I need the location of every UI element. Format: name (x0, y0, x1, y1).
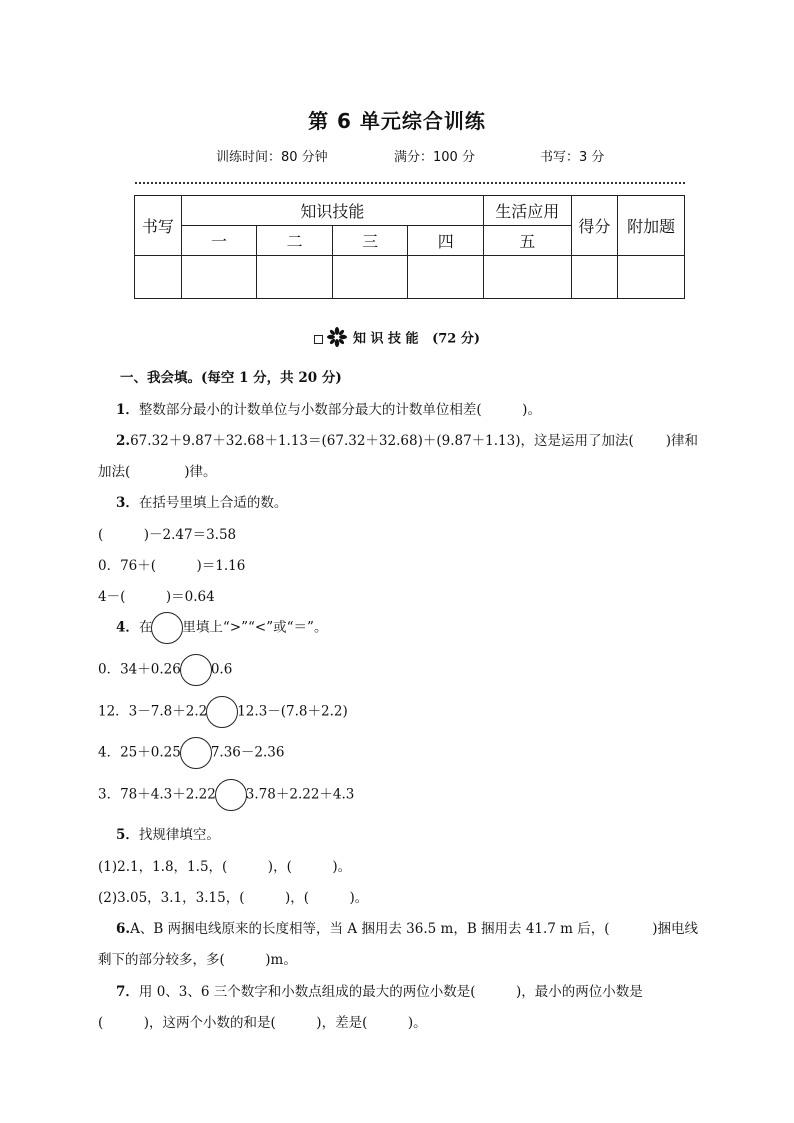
flower-icon (327, 327, 347, 351)
score-cell[interactable] (181, 256, 257, 299)
col-n4: 四 (408, 226, 484, 256)
q4-post: 里填上“>”“<”或“＝”。 (182, 619, 328, 636)
q4-a (98, 654, 232, 686)
q2-tail: )律和 (665, 433, 698, 449)
q4-b-right: 12.3－(7.8＋2.2) (237, 703, 348, 720)
score-cell[interactable] (618, 256, 685, 299)
q7-num: 7． (116, 984, 139, 1000)
q6 (116, 917, 610, 937)
answer-circle[interactable] (180, 654, 212, 686)
q4-c (98, 737, 284, 769)
q3-num: 3． (116, 495, 139, 511)
col-n3: 三 (332, 226, 408, 256)
q4-d-left: 3．78＋4.3＋2.22 (98, 786, 216, 803)
q7 (116, 980, 643, 1000)
q5-num: 5． (116, 827, 139, 843)
q4-c-right: 7.36－2.36 (210, 744, 285, 761)
col-score: 得分 (571, 196, 618, 256)
q6-tail: )捆电线 (652, 921, 698, 937)
q1-num: 1． (116, 402, 139, 418)
part1-heading: 一、我会填。(每空 1 分，共 20 分) (120, 370, 342, 386)
q4-num: 4． (116, 619, 139, 636)
q3-b: 0．76＋( )＝1.16 (98, 558, 246, 574)
q2-text: 67.32＋9.87＋32.68＋1.13＝(67.32＋32.68)＋(9.87＋1.13)，这是运用了加法( (130, 433, 634, 449)
full-score-info: 满分：100 分 (394, 150, 475, 165)
score-cell[interactable] (257, 256, 333, 299)
q6-cont: 剩下的部分较多，多( )m。 (98, 952, 297, 968)
q4-d-right: 3.78＋2.22＋4.3 (245, 786, 355, 803)
dotted-divider (135, 182, 685, 184)
q7-text: 用 0、3、6 三个数字和小数点组成的最大的两位小数是( )，最小的两位小数是 (138, 984, 643, 1000)
answer-circle[interactable] (206, 696, 238, 728)
col-n2: 二 (257, 226, 333, 256)
q5-a: (1)2.1，1.8，1.5，( )，( )。 (98, 859, 352, 875)
answer-circle[interactable] (215, 779, 247, 811)
q1 (116, 398, 541, 418)
section-points: (72 分) (432, 331, 481, 347)
col-extra: 附加题 (618, 196, 685, 256)
answer-circle[interactable] (180, 737, 212, 769)
col-knowledge: 知识技能 (181, 196, 483, 226)
q5-b: (2)3.05，3.1，3.15，( )，( )。 (98, 890, 369, 906)
q4-pre: 在 (138, 619, 153, 636)
section-header (0, 327, 794, 351)
q6-text: A、B 两捆电线原来的长度相等，当 A 捆用去 36.5 m，B 捆用去 41.7 m 后，( (130, 921, 610, 937)
q4-a-left: 0．34＋0.26 (98, 661, 181, 678)
time-info: 训练时间：80 分钟 (216, 150, 328, 165)
col-n5: 五 (484, 226, 571, 256)
col-n1: 一 (181, 226, 257, 256)
col-writing: 书写 (135, 196, 182, 256)
score-cell[interactable] (571, 256, 618, 299)
q2-cont: 加法( )律。 (98, 464, 217, 480)
q5-text: 找规律填空。 (138, 827, 220, 843)
q4-d (98, 779, 354, 811)
page-title: 第 6 单元综合训练 (308, 109, 486, 133)
score-cell[interactable] (135, 256, 182, 299)
q4-a-right: 0.6 (210, 661, 233, 678)
q4-b (98, 696, 348, 728)
score-cell[interactable] (332, 256, 408, 299)
score-table (134, 195, 685, 299)
q4 (116, 612, 327, 644)
square-icon (314, 335, 323, 344)
q7-cont: ( )，这两个小数的和是( )，差是( )。 (98, 1015, 427, 1031)
q5 (116, 823, 220, 843)
q6-num: 6. (116, 921, 131, 937)
q2 (116, 429, 634, 449)
q2-num: 2. (116, 433, 131, 449)
col-life: 生活应用 (484, 196, 571, 226)
q3 (116, 491, 287, 511)
compare-circle (151, 612, 183, 644)
q3-c: 4－( )＝0.64 (98, 589, 215, 605)
score-cell[interactable] (408, 256, 484, 299)
q4-c-left: 4．25＋0.25 (98, 744, 181, 761)
q4-b-left: 12．3－7.8＋2.2 (98, 703, 208, 720)
q1-text: 整数部分最小的计数单位与小数部分最大的计数单位相差( )。 (138, 402, 541, 418)
section-label: 知 识 技 能 (352, 331, 419, 347)
q3-text: 在括号里填上合适的数。 (138, 495, 288, 511)
score-cell[interactable] (484, 256, 571, 299)
writing-score-info: 书写：3 分 (540, 150, 605, 165)
q3-a: ( )－2.47＝3.58 (98, 527, 237, 543)
